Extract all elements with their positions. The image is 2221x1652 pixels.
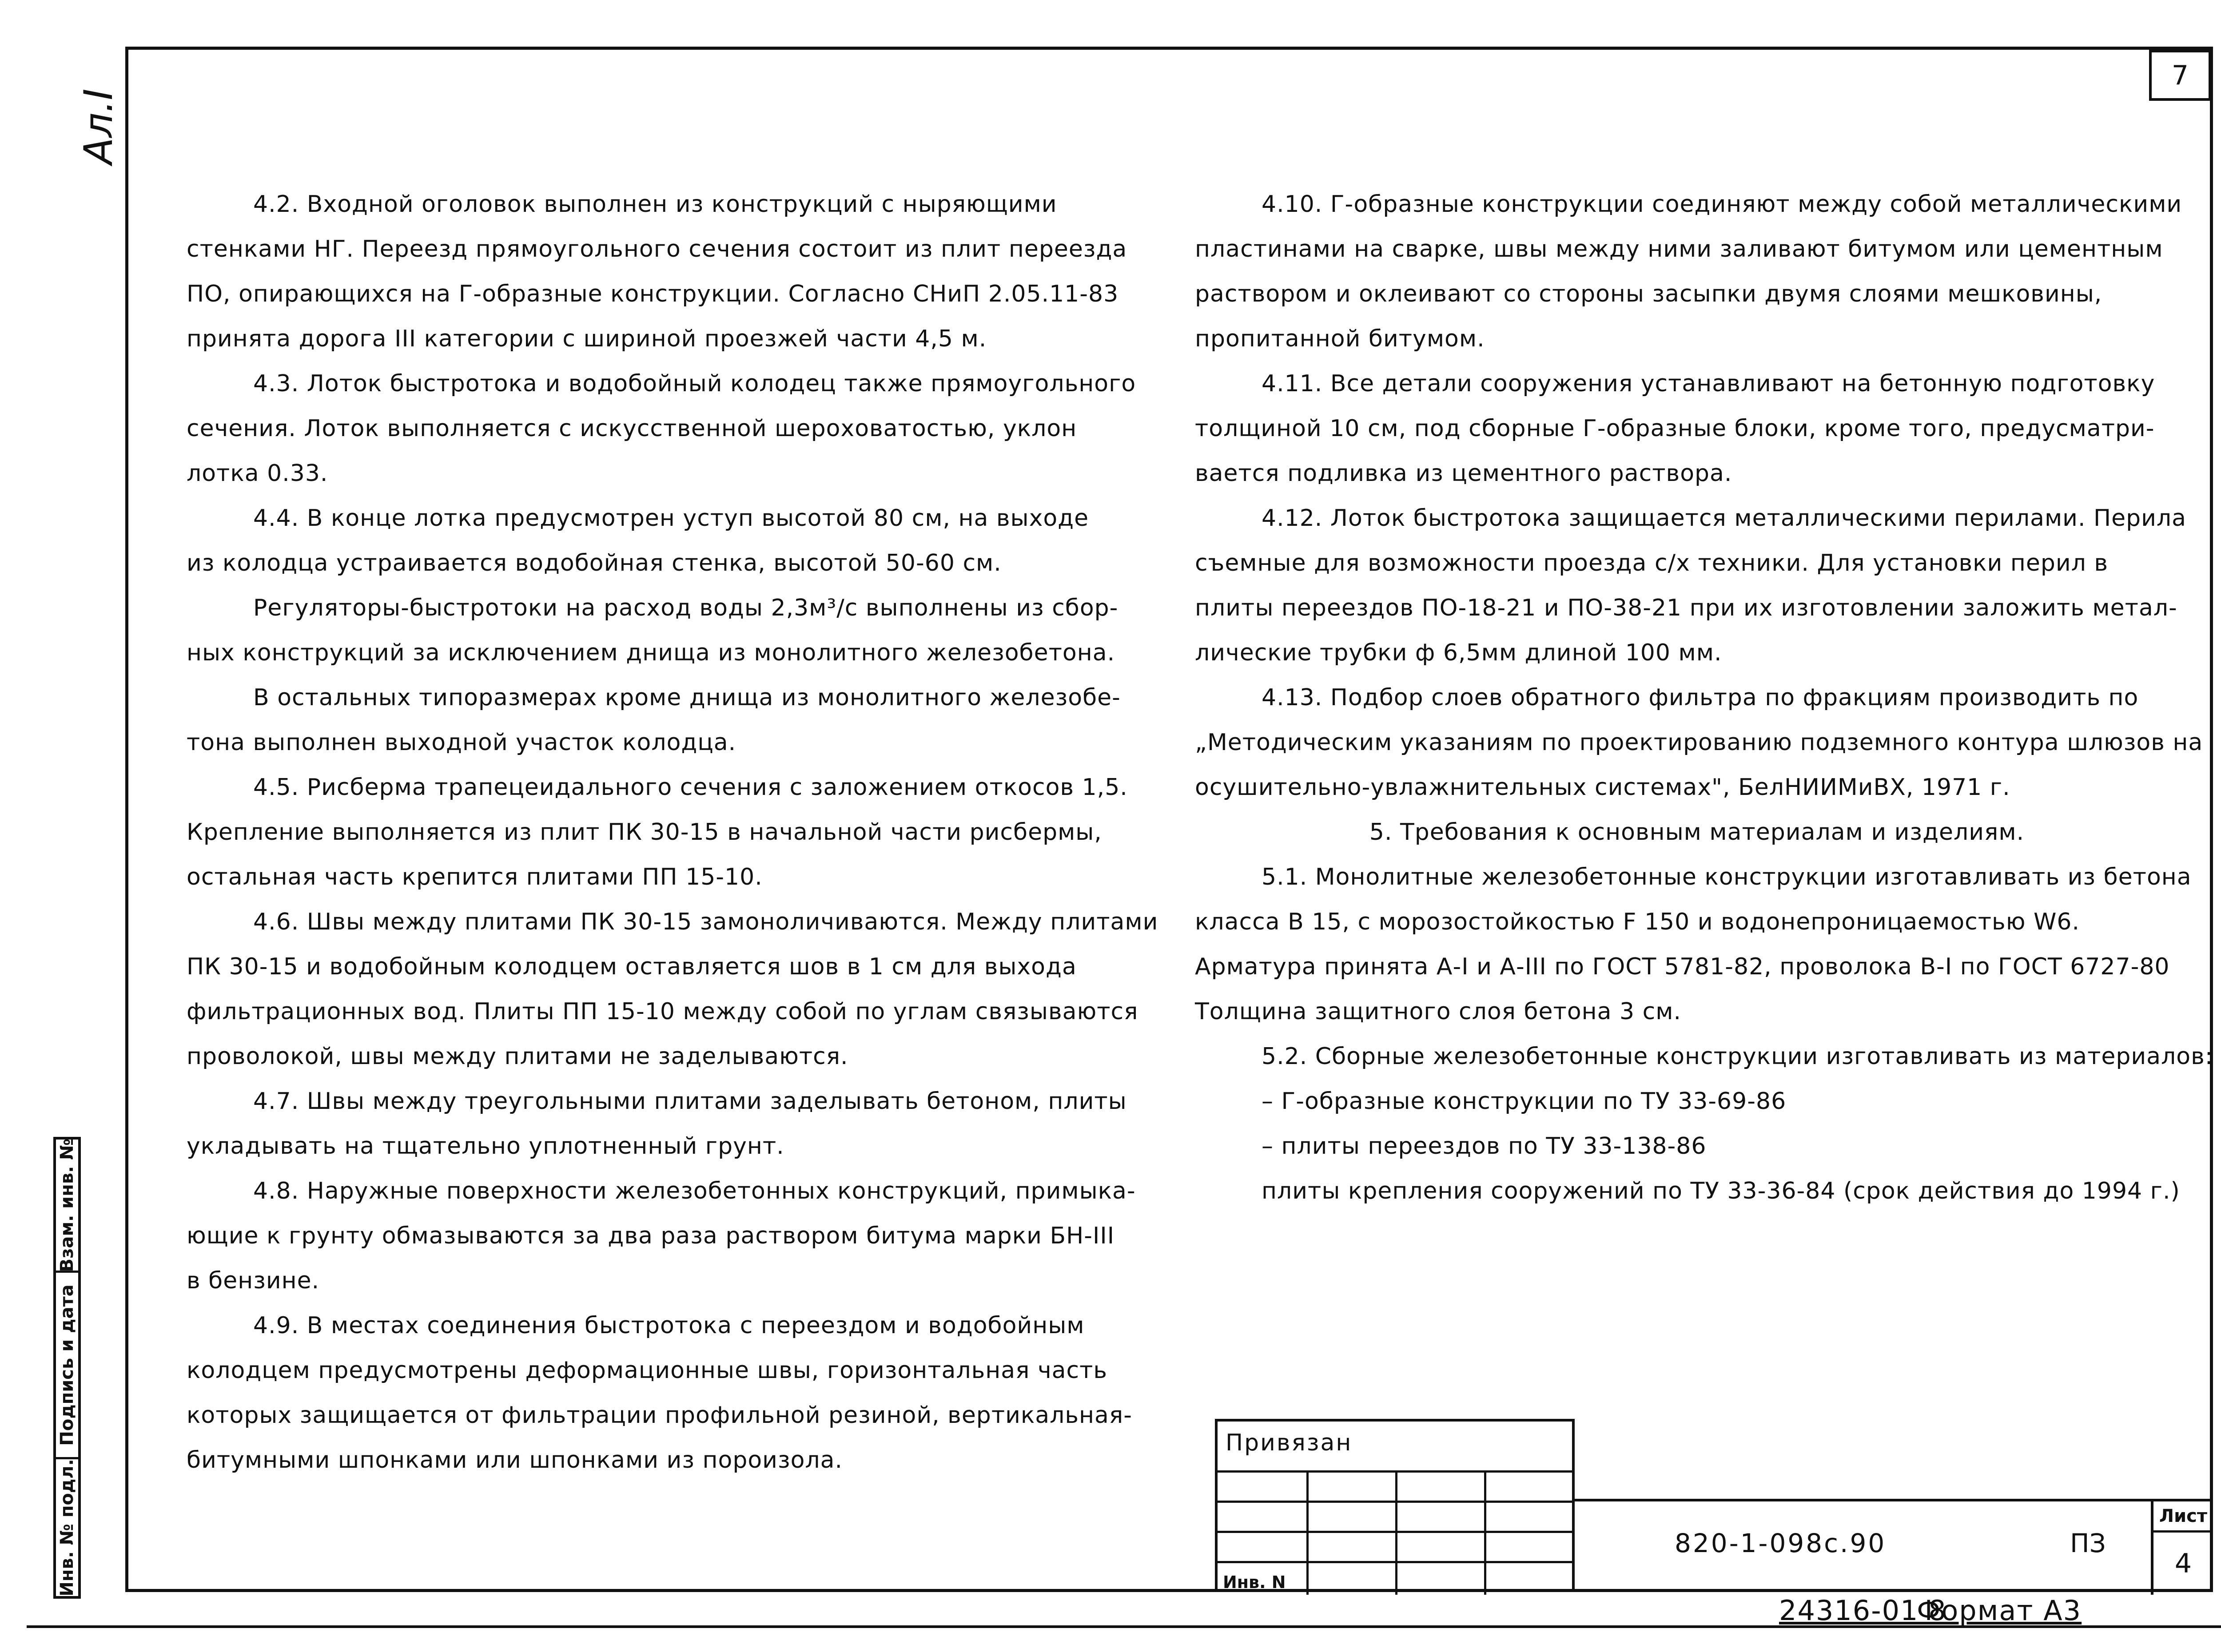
text-line: – плиты переездов по ТУ 33-138-86 [1262, 1133, 1707, 1160]
text-line: ПК 30-15 и водобойным колодцем оставляется шов в 1 см для выхода [187, 953, 1077, 980]
text-line: 4.5. Рисберма трапецеидального сечения с заложением откосов 1,5. [253, 774, 1128, 801]
text-line: пропитанной битумом. [1195, 326, 1485, 352]
text-line: в бензине. [187, 1267, 320, 1294]
inventory-number: 24316-01 8 [1779, 1594, 1947, 1627]
text-line: Крепление выполняется из плит ПК 30-15 в начальной части рисбермы, [187, 819, 1102, 846]
text-line: 4.11. Все детали сооружения устанавливают на бетонную подготовку [1262, 370, 2155, 397]
text-line: 4.10. Г-образные конструкции соединяют между собой металлическими [1262, 191, 2182, 218]
text-line: ПО, опирающихся на Г-образные конструкции. Согласно СНиП 2.05.11-83 [187, 281, 1119, 307]
text-line: принята дорога III категории с шириной проезжей части 4,5 м. [187, 326, 987, 352]
text-line: ющие к грунту обмазываются за два раза раствором битума марки БН-III [187, 1223, 1115, 1249]
text-line: укладывать на тщательно уплотненный грунт. [187, 1133, 784, 1160]
side-cell-label: Инв. № подл. [57, 1459, 77, 1596]
text-line: В остальных типоразмерах кроме днища из монолитного железобе- [253, 684, 1121, 711]
text-line: из колодца устраивается водобойная стенка, высотой 50-60 см. [187, 550, 1002, 576]
text-line: сечения. Лоток выполняется с искусственной шероховатостью, уклон [187, 415, 1077, 442]
side-cell-label: Взам. инв. № [57, 1138, 77, 1272]
album-label: Ал.I [76, 88, 121, 164]
text-line: класса В 15, с морозостойкостью F 150 и водонепроницаемостью W6. [1195, 909, 2080, 935]
format-label: Формат А3 [1917, 1594, 2082, 1627]
stamp-grid [1218, 1470, 1572, 1595]
left-text-column [187, 182, 1158, 1483]
section-code: ПЗ [2070, 1528, 2106, 1558]
text-line: лические трубки ф 6,5мм длиной 100 мм. [1195, 639, 1722, 666]
text-line: пластинами на сварке, швы между ними заливают битумом или цементным [1195, 236, 2163, 262]
side-stamp-strip [53, 1137, 81, 1599]
sheet-label: Лист [2153, 1501, 2213, 1533]
sheet-box [2151, 1501, 2213, 1595]
text-line: остальная часть крепится плитами ПП 15-10. [187, 864, 763, 890]
stamp-title: Привязан [1226, 1430, 1353, 1456]
text-line: 4.3. Лоток быстротока и водобойный колодец также прямоугольного [253, 370, 1136, 397]
text-line: раствором и оклеивают со стороны засыпки двумя слоями мешковины, [1195, 281, 2102, 307]
stamp-inv-label: Инв. N [1223, 1573, 1286, 1592]
page-number: 7 [2149, 50, 2211, 101]
document-code: 820-1-098с.90 [1675, 1528, 1887, 1558]
text-line: Регуляторы-быстротоки на расход воды 2,3м³/с выполнены из сбор- [253, 595, 1118, 621]
text-line: 4.6. Швы между плитами ПК 30-15 замоноличиваются. Между плитами [253, 909, 1158, 935]
text-line: лотка 0.33. [187, 460, 328, 487]
text-line: съемные для возможности проезда с/х техники. Для установки перил в [1195, 550, 2109, 576]
text-line: которых защищается от фильтрации профильной резиной, вертикальная- [187, 1402, 1132, 1429]
bottom-rule [27, 1625, 2221, 1628]
side-cell-original [56, 1459, 78, 1596]
text-line: 5.2. Сборные железобетонные конструкции изготавливать из материалов: [1262, 1043, 2213, 1070]
text-line: колодцем предусмотрены деформационные швы, горизонтальная часть [187, 1357, 1108, 1384]
title-block [1572, 1499, 2213, 1595]
text-line: 4.8. Наружные поверхности железобетонных конструкций, примыка- [253, 1178, 1136, 1204]
sheet-number: 4 [2174, 1548, 2192, 1579]
text-line: 5.1. Монолитные железобетонные конструкции изготавливать из бетона [1262, 864, 2192, 890]
text-line: 4.7. Швы между треугольными плитами заделывать бетоном, плиты [253, 1088, 1127, 1115]
text-line: 4.4. В конце лотка предусмотрен уступ высотой 80 см, на выходе [253, 505, 1089, 532]
text-line: битумными шпонками или шпонками из пороизола. [187, 1447, 843, 1473]
right-text-column [1195, 182, 2213, 1214]
text-line: осушительно-увлажнительных системах", БелНИИМиВХ, 1971 г. [1195, 774, 2010, 801]
text-line: стенками НГ. Переезд прямоугольного сечения состоит из плит переезда [187, 236, 1127, 262]
text-line: плиты крепления сооружений по ТУ 33-36-84 (срок действия до 1994 г.) [1262, 1178, 2180, 1204]
text-line: – Г-образные конструкции по ТУ 33-69-86 [1262, 1088, 1787, 1115]
text-line: 4.13. Подбор слоев обратного фильтра по фракциям производить по [1262, 684, 2139, 711]
text-line: ных конструкций за исключением днища из монолитного железобетона. [187, 639, 1115, 666]
text-line: плиты переездов ПО-18-21 и ПО-38-21 при их изготовлении заложить метал- [1195, 595, 2177, 621]
text-line: проволокой, швы между плитами не заделываются. [187, 1043, 848, 1070]
text-line: Арматура принята А-I и А-III по ГОСТ 5781-82, проволока В-I по ГОСТ 6727-80 [1195, 953, 2170, 980]
section-heading: 5. Требования к основным материалам и изделиям. [1369, 819, 2025, 846]
side-cell-replacement [56, 1140, 78, 1273]
text-line: 4.2. Входной оголовок выполнен из конструкций с ныряющими [253, 191, 1057, 218]
text-line: фильтрационных вод. Плиты ПП 15-10 между собой по углам связываются [187, 998, 1138, 1025]
text-line: 4.12. Лоток быстротока защищается металлическими перилами. Перила [1262, 505, 2187, 532]
side-cell-signature [56, 1273, 78, 1459]
text-line: вается подливка из цементного раствора. [1195, 460, 1732, 487]
text-line: тона выполнен выходной участок колодца. [187, 729, 736, 756]
text-line: Толщина защитного слоя бетона 3 см. [1195, 998, 1682, 1025]
text-line: „Методическим указаниям по проектированию подземного контура шлюзов на [1195, 729, 2203, 756]
text-line: 4.9. В местах соединения быстротока с переездом и водобойным [253, 1312, 1085, 1339]
text-line: толщиной 10 см, под сборные Г-образные блоки, кроме того, предусматри- [1195, 415, 2155, 442]
side-cell-label: Подпись и дата [57, 1284, 77, 1446]
binding-stamp [1215, 1419, 1575, 1592]
